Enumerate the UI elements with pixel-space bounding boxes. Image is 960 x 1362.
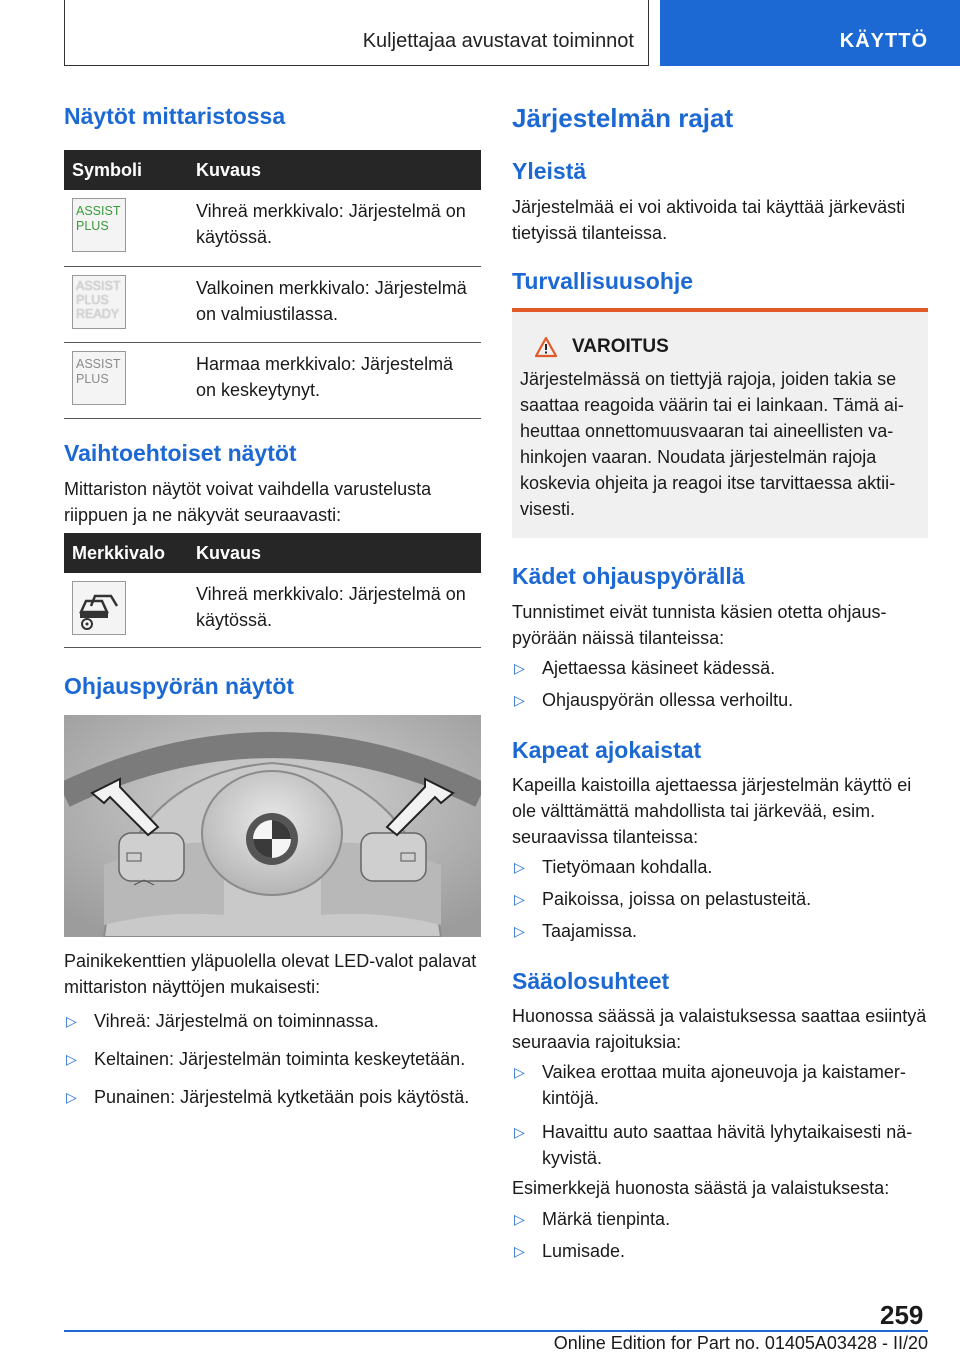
list-item: ▷ Vaikea erottaa muita ajoneuvoja ja kaistamerkintöjä. (512, 1059, 928, 1111)
list-item: ▷ Havaittu auto saattaa hävitä lyhytaikaisesti näkyvistä. (512, 1119, 928, 1171)
warning-text: Järjestelmässä on tiettyjä rajoja, joiden takia se saattaa reagoida väärin tai ei lainkaan. Tämä aiheuttaa onnettomuusvaaran tai aineellisten vahinkojen vaaran. Noudata järjestelmän rajoja koskevia ohjeita ja reagoi itse tarvittaessa aktiivisesti. (520, 369, 904, 519)
symbol-description: Harmaa merkkivalo: Järjestelmä on keskeytynyt. (188, 342, 481, 418)
steering-wheel-photo (64, 715, 481, 937)
heading-safety-note: Turvallisuusohje (512, 268, 694, 294)
hands-list (512, 655, 928, 719)
triangle-bullet-icon: ▷ (514, 660, 525, 676)
triangle-bullet-icon: ▷ (514, 859, 525, 875)
triangle-bullet-icon: ▷ (514, 923, 525, 939)
wheel-led-list (64, 1008, 481, 1116)
cars-steering-wheel-icon (72, 581, 126, 635)
warning-box (512, 308, 928, 538)
list-item: ▷ Punainen: Järjestelmä kytketään pois käytöstä. (64, 1084, 481, 1110)
list-item: ▷ Tietyömaan kohdalla. (512, 854, 928, 880)
triangle-bullet-icon: ▷ (514, 1211, 525, 1227)
symbol-table-header-symbol: Symboli (64, 150, 188, 190)
header-section-box (64, 0, 649, 66)
list-item: ▷ Märkä tienpinta. (512, 1206, 928, 1232)
triangle-bullet-icon: ▷ (514, 1243, 525, 1259)
paragraph-steering-wheel-leds: Painikekenttien yläpuolella olevat LED-valot palavat mittariston näyttöjen mukaisesti: (64, 951, 477, 997)
symbol-description: Vihreä merkkivalo: Järjestelmä on käytössä. (188, 190, 481, 266)
weather-list (512, 1059, 928, 1177)
indicator-table (64, 533, 481, 648)
indicator-table-header-description: Kuvaus (188, 533, 481, 573)
triangle-bullet-icon: ▷ (66, 1051, 77, 1067)
list-item: ▷ Taajamissa. (512, 918, 928, 944)
warning-title-row (520, 336, 918, 358)
symbol-description: Valkoinen merkkivalo: Järjestelmä on valmiustilassa. (188, 266, 481, 342)
list-item: ▷ Ohjauspyörän ollessa verhoiltu. (512, 687, 928, 713)
heading-steering-wheel-displays: Ohjauspyörän näytöt (64, 673, 295, 699)
heading-system-limits: Järjestelmän rajat (512, 103, 734, 133)
footer-edition: Online Edition for Part no. 01405A03428 - II/20 (553, 1333, 928, 1353)
examples-list (512, 1206, 928, 1270)
list-item: ▷ Paikoissa, joissa on pelastusteitä. (512, 886, 928, 912)
assist-plus-ready-white-icon: ASSIST PLUS READY (72, 275, 126, 329)
paragraph-hands-on-wheel: Tunnistimet eivät tunnista käsien otetta ohjauspyörään näissä tilanteissa: (512, 602, 887, 648)
list-item: ▷ Lumisade. (512, 1238, 928, 1264)
paragraph-examples: Esimerkkejä huonosta säästä ja valaistuksesta: (512, 1178, 890, 1198)
heading-hands-on-wheel: Kädet ohjauspyörällä (512, 563, 745, 589)
warning-triangle-icon (534, 336, 558, 358)
heading-weather-conditions: Sääolosuhteet (512, 968, 670, 994)
heading-displays: Näytöt mittaristossa (64, 103, 286, 129)
table-row (64, 342, 481, 418)
heading-alternative-displays: Vaihtoehtoiset näytöt (64, 440, 297, 466)
indicator-description: Vihreä merkkivalo: Järjestelmä on käytössä. (188, 573, 481, 647)
list-item: ▷ Keltainen: Järjestelmän toiminta keskeytetään. (64, 1046, 481, 1072)
assist-plus-gray-icon: ASSIST PLUS (72, 351, 126, 405)
heading-narrow-lanes: Kapeat ajokaistat (512, 737, 702, 763)
list-item: ▷ Ajettaessa käsineet kädessä. (512, 655, 928, 681)
warning-title: VAROITUS (572, 336, 669, 357)
table-row (64, 190, 481, 266)
list-item: ▷ Vihreä: Järjestelmä on toiminnassa. (64, 1008, 481, 1034)
header-section-title: Kuljettajaa avustavat toiminnot (362, 30, 634, 52)
triangle-bullet-icon: ▷ (514, 1064, 525, 1080)
lanes-list (512, 854, 928, 950)
symbol-table (64, 150, 481, 419)
triangle-bullet-icon: ▷ (66, 1013, 77, 1029)
footer-divider (64, 1330, 928, 1332)
paragraph-general: Järjestelmää ei voi aktivoida tai käyttää järkevästi tietyissä tilanteissa. (512, 197, 906, 243)
paragraph-narrow-lanes: Kapeilla kaistoilla ajettaessa järjestelmän käyttö ei ole välttämättä mahdollista tai järkevää, esim. seuraavissa tilanteissa: (512, 775, 912, 847)
page-number: 259 (880, 1300, 924, 1330)
triangle-bullet-icon: ▷ (514, 1124, 525, 1140)
header-chapter-label: KÄYTTÖ (839, 30, 928, 52)
indicator-table-header-light: Merkkivalo (64, 533, 188, 573)
table-row (64, 573, 481, 647)
triangle-bullet-icon: ▷ (514, 692, 525, 708)
table-row (64, 266, 481, 342)
header-chapter-tab (660, 0, 960, 66)
symbol-table-header-description: Kuvaus (188, 150, 481, 190)
triangle-bullet-icon: ▷ (514, 891, 525, 907)
triangle-bullet-icon: ▷ (66, 1089, 77, 1105)
paragraph-weather: Huonossa säässä ja valaistuksessa saattaa esiintyä seuraavia rajoituksia: (512, 1006, 927, 1052)
page-header (0, 0, 960, 66)
heading-general: Yleistä (512, 158, 587, 184)
paragraph-alternative-displays: Mittariston näytöt voivat vaihdella varustelusta riippuen ja ne näkyvät seuraavasti: (64, 479, 432, 525)
assist-plus-green-icon: ASSIST PLUS (72, 198, 126, 252)
